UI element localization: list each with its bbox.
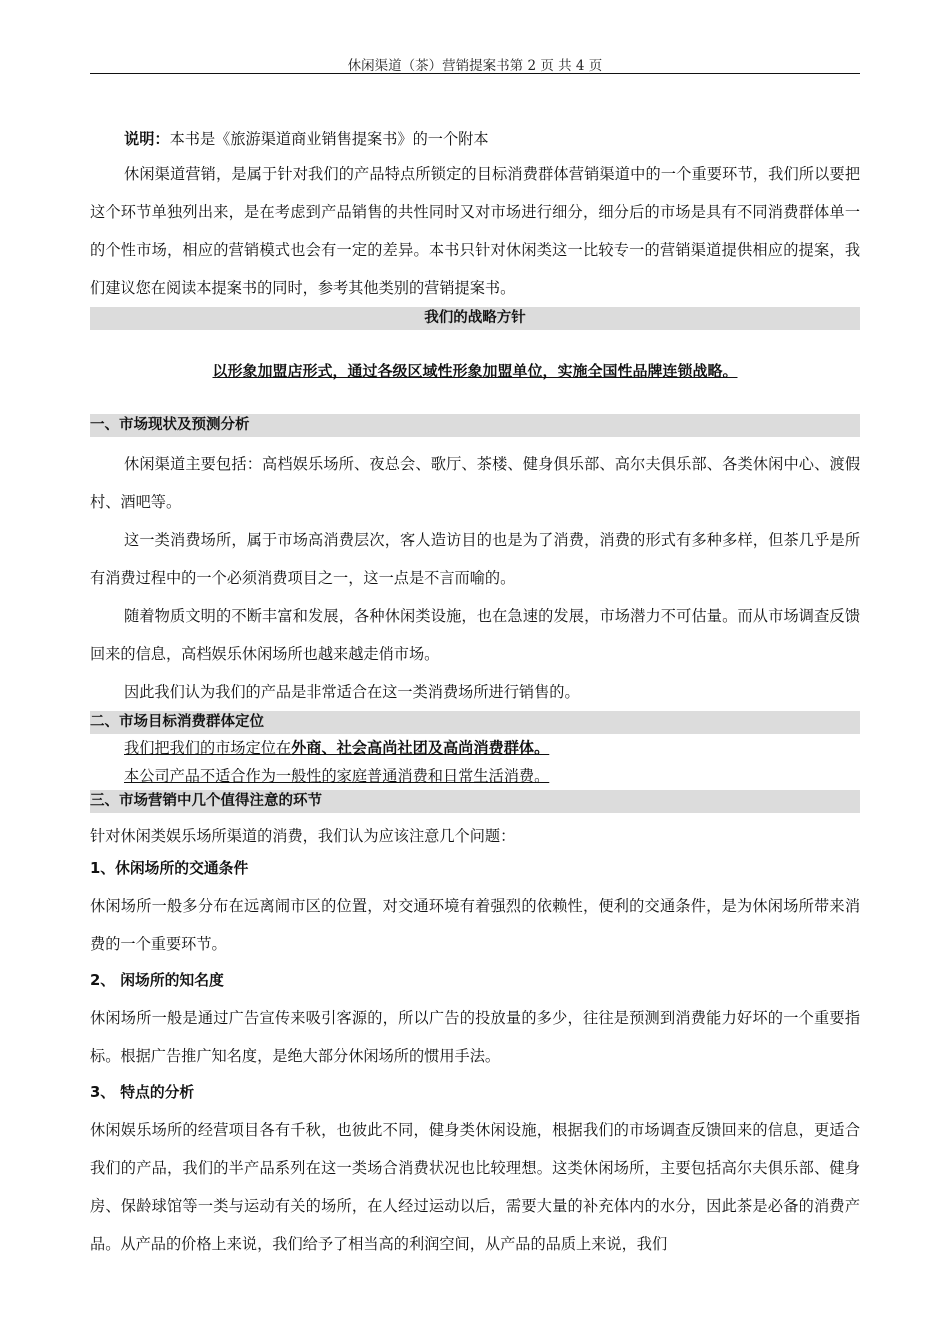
section3-lead: 针对休闲类娱乐场所渠道的消费，我们认为应该注意几个问题： [90, 827, 516, 845]
section1-paragraph-4: 因此我们认为我们的产品是非常适合在这一类消费场所进行销售的。 [124, 683, 580, 701]
section3-heading: 三、市场营销中几个值得注意的环节 [90, 790, 860, 813]
section1-heading: 一、市场现状及预测分析 [90, 414, 860, 437]
section1-paragraph-1: 休闲渠道主要包括：高档娱乐场所、夜总会、歌厅、茶楼、健身俱乐部、高尔夫俱乐部、各类休闲中心、渡假村、酒吧等。 [90, 455, 860, 511]
section2-heading: 二、市场目标消费群体定位 [90, 711, 860, 734]
section1-paragraph-3: 随着物质文明的不断丰富和发展，各种休闲类设施，也在急速的发展，市场潜力不可估量。而从市场调查反馈回来的信息，高档娱乐休闲场所也越来越走俏市场。 [90, 607, 860, 663]
section3-item-2-text: 休闲场所一般是通过广告宣传来吸引客源的，所以广告的投放量的多少，往往是预测到消费能力好坏的一个重要指标。根据广告推广知名度，是绝大部分休闲场所的惯用手法。 [90, 1009, 860, 1065]
section3-item-1-text: 休闲场所一般多分布在远离闹市区的位置，对交通环境有着强烈的依赖性，便利的交通条件，是为休闲场所带来消费的一个重要环节。 [90, 897, 860, 953]
page-header: 休闲渠道（茶）营销提案书第 2 页 共 4 页 [347, 58, 603, 74]
section3-item-2-title: 2、 闲场所的知名度 [90, 972, 224, 989]
note-text: 本书是《旅游渠道商业销售提案书》的一个附本 [169, 130, 489, 148]
section2-line-1 [90, 734, 860, 762]
strategy-heading: 我们的战略方针 [90, 307, 860, 330]
section2-line-1-target: 外商、社会高尚社团及高尚消费群体。 [291, 739, 550, 757]
section3-item-1-title: 1、休闲场所的交通条件 [90, 860, 249, 877]
strategy-statement: 以形象加盟店形式，通过各级区域性形象加盟单位，实施全国性品牌连锁战略。 [212, 362, 738, 380]
section1-paragraph-2: 这一类消费场所，属于市场高消费层次，客人造访目的也是为了消费，消费的形式有多种多样，但茶几乎是所有消费过程中的一个必须消费项目之一，这一点是不言而喻的。 [90, 531, 860, 587]
header-divider [90, 73, 860, 74]
section2-line-2 [90, 762, 860, 790]
document-body [90, 125, 860, 1263]
note-label: 说明： [124, 130, 170, 148]
intro-paragraph: 休闲渠道营销，是属于针对我们的产品特点所锁定的目标消费群体营销渠道中的一个重要环节，我们所以要把这个环节单独列出来，是在考虑到产品销售的共性同时又对市场进行细分，细分后的市场是具有不同消费群体单一的个性市场，相应的营销模式也会有一定的差异。本书只针对休闲类这一比较专一的营销渠道提供相应的提案，我们建议您在阅读本提案书的同时，参考其他类别的营销提案书。 [90, 165, 860, 297]
section2-line-1-prefix: 我们把我们的市场定位在 [124, 739, 292, 757]
section2-line-2-text: 本公司产品不适合作为一般性的家庭普通消费和日常生活消费。 [124, 767, 550, 785]
section3-item-3-text: 休闲娱乐场所的经营项目各有千秋，也彼此不同，健身类休闲设施，根据我们的市场调查反馈回来的信息，更适合我们的产品，我们的半产品系列在这一类场合消费状况也比较理想。这类休闲场所，主要包括高尔夫俱乐部、健身房、保龄球馆等一类与运动有关的场所，在人经过运动以后，需要大量的补充体内的水分，因此茶是必备的消费产品。从产品的价格上来说，我们给予了相当高的利润空间，从产品的品质上来说，我们 [90, 1121, 860, 1253]
note-line [90, 125, 860, 153]
section3-item-3-title: 3、 特点的分析 [90, 1084, 195, 1101]
